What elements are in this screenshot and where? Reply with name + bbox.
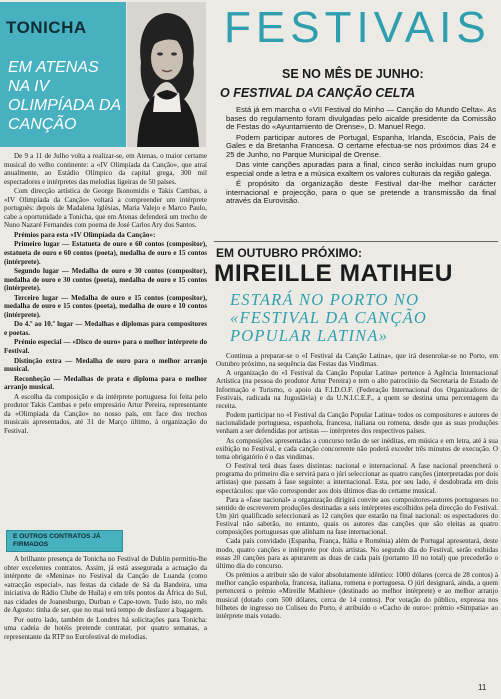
left-paragraph: Distinção extra — Medalha de ouro para o melhor arranjo musical. [4, 356, 207, 374]
celta-headline: O FESTIVAL DA CANÇÃO CELTA [220, 86, 416, 100]
left-paragraph: Por outro lado, também de Londres há solicitações para Tonicha: uma cadeia de hotéis pretende contratar, por quatro semanas, a representante da RTP no Eurofestival de melodias. [4, 615, 207, 641]
left-paragraph: Prémios para esta «IV Olimpíada da Canção»: [14, 230, 156, 239]
right-paragraph: Podem participar no «I Festival da Canção Popular Latina» todos os compositores e autores de nacionalidade portuguesa, espanhola, francesa, italiana ou romena, desde que as suas produções venham a ser defendidas por artistas — intérpretes dos respectivos países. [216, 411, 498, 436]
mireille-headline: MIREILLE MATIHEU [214, 260, 453, 287]
right-paragraph: As composições apresentadas a concurso terão de ser inéditas, em música e em letra, até à sua exibição no Festival, e cada canção concorrente não poderá exceder três minutos de execução. O tema obrigatório é o das vindimas. [216, 436, 498, 461]
left-paragraph: De 9 a 11 de Julho volta a realizar-se, em Atenas, o maior certame musical do velho continente: a «IV Olimpíada da Canção», que atraí anualmente, ao Estádio Olímpico da capital grega, 300 mil espectadores e intérpretes das melodias ligeiras de 50 países. [4, 152, 207, 186]
right-paragraph: Está já em marcha o «VII Festival do Minho — Canção do Mundo Celta». As bases do regulamento foram divulgadas pelo aicalde presidente da Comissão de Festas do «Ayuntamiento de Orense», D. Manuel Rego. [226, 105, 496, 131]
right-paragraph: A organização do «I Festival da Canção Popular Latina» pertence à Agência Internacional Artística (na pessoa do produtor Artur Pereira) e tem o alto patrocínio da Secretaria de Estado de Informação e Turismo, o apoio da F.I.D.O.F. (Federação Internacional dos Organizadores de Festivais, radicada na Jugoslávia) e da U.N.I.C.E.F., a quem se destina uma percentagem da receita. [216, 369, 498, 410]
left-column [0, 0, 208, 699]
tonicha-title-box [0, 2, 126, 147]
tonicha-title: TONICHA [6, 18, 87, 37]
left-paragraph: A brilhante presença de Tonicha no Festival de Dublin permitiu-lhe obter excelentes contratos. Assim, já está assegurada a actuação da intérprete de «Menina» no Festival da Canção de Luanda (como «atracção especial», nas festas da cidade de Sá da Bandeira, uma iniciativa de Rádio Clube de Huíla) e em três pontos da África do Sul, nas cidades de Joanesburgo, Durban e Cape-town. Tudo isto, no mês de Agosto: tinha de ser, que no mai terá tempo de desfazer a bagagem. [4, 555, 207, 615]
left-paragraph: Reconheção — Medalhas de prata e diploma para o melhor arranjo musical. [4, 374, 207, 392]
right-column [212, 0, 498, 699]
right-paragraph: Das vinte canções apuradas para a final, cinco serão incluídas num grupo especial onde a letra e a música exaltem os valores culturais da região galega. [226, 160, 496, 178]
section-divider [214, 241, 498, 242]
left-paragraph: Prémio especial — «Disco de ouro» para o melhor intérprete do Festival. [4, 338, 207, 356]
right-paragraph: Continua a preparar-se o «I Festival da Canção Latina», que irá desenrolar-se no Porto, em Outubro próximo, na sequência das Festas das Vindimas. [216, 352, 498, 369]
left-paragraph: Do 4.º ao 10.º lugar — Medalhas e diplomas para compositores e poetas. [4, 320, 207, 337]
right-paragraph: Cada país convidado (Espanha, França, Itália e Roménia) além de Portugal apresentará, deste modo, quatro canções e intérprete por dois artistas. No segundo dia do Festival, serão exibidas essas 20 canções para as apurarem as duas de cada país (portanto 10 no total) que precederão o último dia do concurso. [216, 537, 498, 570]
right-paragraph: Os prémios a atribuir são de valor absolutamente idêntico: 1000 dólares (cerca de 28 contos) à melhor canção espanhola, francesa, italiana, romena e portuguesa. O júri designará, ainda, a quem pertencerá o prémio «Mireille Mathieu» (destinado ao melhor intérprete) e ao melhor arranjo musical (dotado com 500 dólares, cerca de 14 contos). Por votação do público, expressa nos bilhetes de ingresso no Coliseu do Porto, é atribuído o «Cacho de ouro»: prémio «Simpatia» ao intérprete mais votado. [216, 571, 498, 620]
tonicha-photo [127, 2, 206, 147]
contracts-banner-label: E OUTROS CONTRATOS JÁ FIRMADOS [13, 533, 101, 548]
left-paragraph: Terceiro lugar — Medalha de ouro e 15 contos (compositor), medalha de ouro e 15 contos (poeta), medalha de ouro e 10 contos (intérprete). [4, 293, 207, 319]
mireille-kicker: EM OUTUBRO PRÓXIMO: [216, 246, 362, 260]
left-paragraph: Segundo lugar — Medalha de ouro e 30 contos (compositor), medalha de ouro e 30 contos (poeta), medalha de ouro e 15 contos (intérprete). [4, 267, 207, 293]
contracts-banner [6, 530, 123, 552]
left-paragraph: Primeiro lugar — Estatueta de ouro e 60 contos (compositor), estatueta de ouro e 60 contos (poeta), medalha de ouro e 15 contos (intérprete). [4, 240, 207, 266]
right-paragraph: Podem participar autores de Portugal, Espanha, Irlanda, Escócia, País de Gales e da Bretanha Francesa. O certame efectua-se nos próximos dias 24 e 25 de Junho, no Parque Municipal de Orense. [226, 132, 496, 159]
right-paragraph: É propósito da organização deste Festival dar-lhe melhor carácter internacional e projecção, para o que se pretende a transmissão da final através da Eurovisão. [226, 179, 496, 205]
celta-article-body [226, 106, 496, 208]
celta-kicker: SE NO MÊS DE JUNHO: [282, 67, 424, 81]
mireille-deck: ESTARÁ NO PORTO NO «FESTIVAL DA CANÇÃO POPULAR LATINA» [230, 290, 427, 345]
right-paragraph: Para a «fase nacional» a organização dirigirá convite aos compositores-autores portugueses no sentido de escreverem produções destinadas a seis intérpretes escolhidos pela direcção do Festival. Um júri qualificado seleccionará as 12 canções que estarão na final nacional: os espectadores do Festival não saberão, no entanto, quais os autores das canções que são eleitas as quatro composições portuguesas que alinham na fase internacional. [216, 495, 498, 537]
masthead-title: FESTIVAIS [224, 3, 491, 52]
tonicha-subtitle: EM ATENAS NA IV OLIMPÍADA DA CANÇÃO [8, 59, 121, 133]
contracts-body [4, 555, 207, 642]
left-paragraph: Com direcção artística de George Ikonomidis e Takis Cambas, a «IV Olimpíada da Canção» voltará a compreender um intérprete portuguès: depois de Madalena Iglésias, Maria Valejo e Marco Paulo, cabe a oportunidade a Tonicha, que em Atenas defenderá um trecho de Nuno Nazaré Fernandes com poema de José Carlos Ary dos Santos. [4, 187, 207, 230]
page-number: 11 [478, 683, 487, 692]
left-paragraph: A escolha da composição e da intérprete portuguesa foi feita pelo produtor Takis Cambas e pelo empresário Artur Pereira, representante da «Olimpíada da Canção» no nosso país, em face dos trechos musicais apresentados, até 31 de Março último, à organização do Festival. [4, 392, 207, 435]
tonicha-article-body [4, 152, 207, 437]
right-paragraph: O Festival terá duas fases distintas: nacional e internacional. A fase nacional preencherá o programa do primeiro dia e servirá para o júri seleccionar as quatro canções (interpretadas por dois artistas) que passam à fase seguinte: a internacional. Esta, por seu lado, é desdobrada em dois espectáculos: que vão corresponder aos dois últimos dias do certame musical. [216, 462, 498, 495]
latina-article-body [216, 352, 498, 621]
